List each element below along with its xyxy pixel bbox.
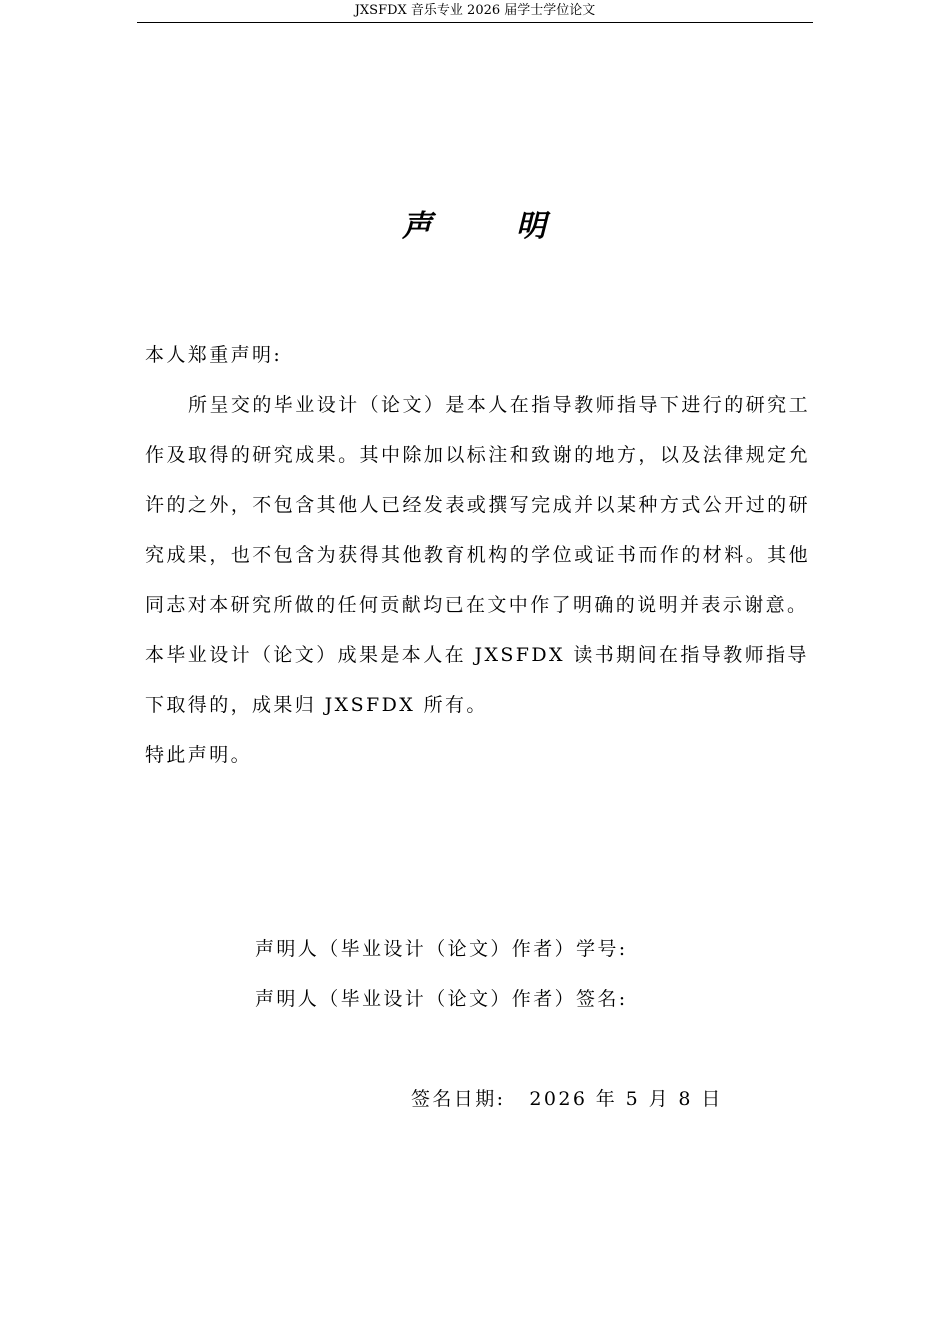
date-label: 签名日期:: [411, 1088, 506, 1110]
declaration-body: [145, 330, 810, 780]
student-id-line: 声明人（毕业设计（论文）作者）学号:: [255, 938, 628, 960]
title-char-2: 明: [516, 209, 548, 244]
declaration-paragraph-2: 本毕业设计（论文）成果是本人在 JXSFDX 读书期间在指导教师指导下取得的，成果归 JXSFDX 所有。: [145, 644, 809, 716]
title-char-1: 声: [402, 209, 434, 244]
signature-date-line: [411, 1074, 723, 1124]
declaration-closing: 特此声明。: [145, 744, 253, 766]
signature-line: 声明人（毕业设计（论文）作者）签名:: [255, 988, 628, 1010]
declaration-opening: 本人郑重声明:: [145, 344, 283, 366]
declaration-paragraph-1: 所呈交的毕业设计（论文）是本人在指导教师指导下进行的研究工作及取得的研究成果。其中除加以标注和致谢的地方，以及法律规定允许的之外，不包含其他人已经发表或撰写完成并以某种方式公开过的研究成果，也不包含为获得其他教育机构的学位或证书而作的材料。其他同志对本研究所做的任何贡献均已在文中作了明确的说明并表示谢意。: [145, 394, 810, 616]
date-value: 2026 年 5 月 8 日: [529, 1088, 723, 1110]
declaration-title: [0, 205, 950, 249]
running-header: JXSFDX 音乐专业 2026 届学士学位论文: [137, 0, 813, 23]
